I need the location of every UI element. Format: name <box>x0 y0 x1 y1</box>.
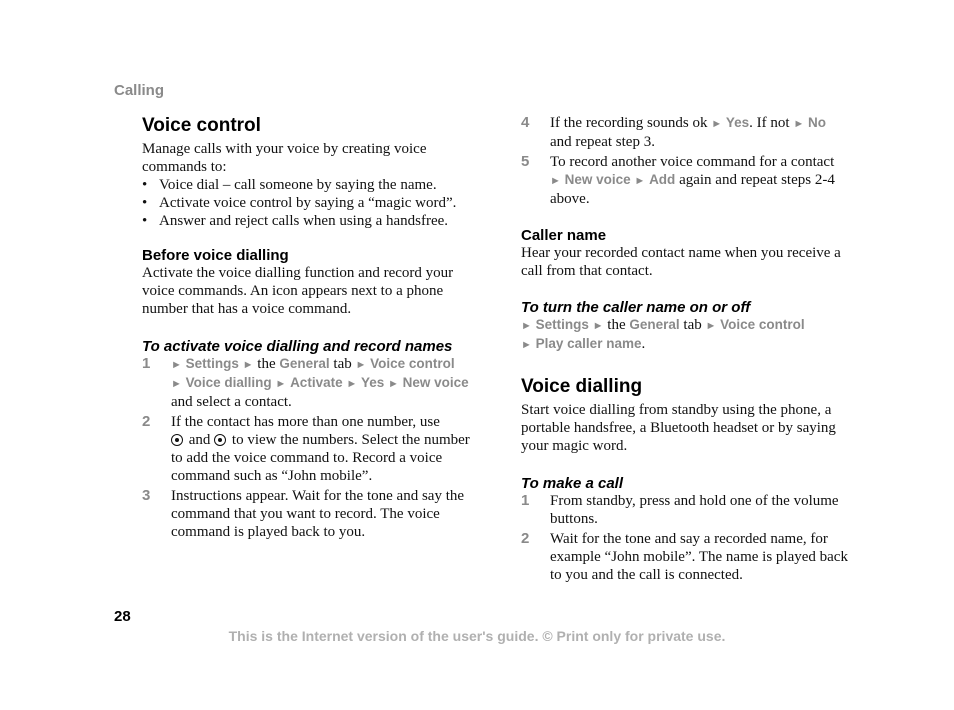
menu-yes: Yes <box>360 375 385 390</box>
voice-control-title: Voice control <box>142 115 261 136</box>
menu-activate: Activate <box>290 375 343 390</box>
step-4 <box>521 114 851 151</box>
before-voice-dialling-text: Activate the voice dialling function and record your voice commands. An icon appears next to a phone number that has a voice command. <box>142 265 454 317</box>
menu-add: Add <box>649 172 676 187</box>
navigation-key-up-icon <box>171 434 183 446</box>
step-number: 3 <box>142 487 151 504</box>
step-text: Instructions appear. Wait for the tone and say the command that you want to record. The voice command is played back to you. <box>171 488 465 540</box>
step-text: the <box>257 356 276 372</box>
step-number: 1 <box>142 355 151 372</box>
activate-voice-dialling-heading: To activate voice dialling and record names <box>142 338 453 355</box>
step-3 <box>142 487 472 541</box>
step-number: 2 <box>142 413 151 430</box>
menu-settings: Settings <box>535 317 589 332</box>
step-number: 1 <box>521 492 530 509</box>
step-1 <box>521 492 851 528</box>
left-column <box>142 114 472 543</box>
step-1 <box>142 355 472 411</box>
step-number: 5 <box>521 153 530 170</box>
arrow-icon: ► <box>355 359 367 371</box>
path-text: the <box>607 317 626 333</box>
step-text: From standby, press and hold one of the volume buttons. <box>550 493 839 527</box>
step-text: . If not <box>749 115 790 131</box>
before-voice-dialling-heading: Before voice dialling <box>142 247 289 264</box>
menu-yes: Yes <box>725 115 750 130</box>
menu-general: General <box>279 356 330 371</box>
menu-voice-control: Voice control <box>370 356 455 371</box>
arrow-icon: ► <box>521 339 532 351</box>
arrow-icon: ► <box>242 359 254 371</box>
arrow-icon: ► <box>346 378 358 390</box>
step-2 <box>521 530 851 584</box>
arrow-icon: ► <box>275 378 287 390</box>
voice-control-intro: Manage calls with your voice by creating voice commands to: <box>142 141 427 175</box>
arrow-icon: ► <box>388 378 399 390</box>
menu-voice-control: Voice control <box>720 317 805 332</box>
caller-name-text: Hear your recorded contact name when you receive a call from that contact. <box>521 245 841 279</box>
step-text: To record another voice command for a contact <box>550 154 835 170</box>
path-text: . <box>641 336 646 352</box>
arrow-icon: ► <box>171 359 182 371</box>
menu-settings: Settings <box>185 356 239 371</box>
arrow-icon: ► <box>592 320 604 332</box>
step-text: If the recording sounds ok <box>550 115 708 131</box>
arrow-icon: ► <box>171 378 182 390</box>
menu-voice-dialling: Voice dialling <box>185 375 272 390</box>
path-text: tab <box>683 317 702 333</box>
arrow-icon: ► <box>634 175 646 187</box>
bullet-item: • Activate voice control by saying a “magic word”. <box>142 194 472 212</box>
make-call-heading: To make a call <box>521 475 623 492</box>
footer-notice: This is the Internet version of the user's guide. © Print only for private use. <box>228 628 726 644</box>
menu-no: No <box>807 115 826 130</box>
arrow-icon: ► <box>711 118 723 130</box>
step-2 <box>142 413 472 485</box>
menu-new-voice: New voice <box>564 172 631 187</box>
step-text: tab <box>333 356 352 372</box>
arrow-icon: ► <box>521 320 532 332</box>
step-text: again and repeat steps 2-4 above. <box>550 172 835 207</box>
step-5 <box>521 153 851 208</box>
navigation-key-down-icon <box>214 434 226 446</box>
step-number: 2 <box>521 530 530 547</box>
turn-caller-name-heading: To turn the caller name on or off <box>521 299 751 316</box>
voice-dialling-title: Voice dialling <box>521 376 643 397</box>
step-text: If the contact has more than one number, use <box>171 414 440 430</box>
menu-new-voice: New voice <box>402 375 469 390</box>
step-text: Wait for the tone and say a recorded name, for example “John mobile”. The name is played back to you and the call is connected. <box>550 531 848 583</box>
step-text: to view the numbers. Select the number to add the voice command to. Record a voice command such as “John mobile”. <box>171 432 470 484</box>
arrow-icon: ► <box>793 118 805 130</box>
activate-steps-continued <box>521 114 851 208</box>
step-text: and <box>188 432 211 448</box>
step-text: and select a contact. <box>171 394 292 410</box>
step-number: 4 <box>521 114 530 131</box>
step-text: and repeat step 3. <box>550 134 655 150</box>
section-label: Calling <box>114 82 165 99</box>
voice-control-bullets <box>142 176 472 230</box>
page-number: 28 <box>114 608 131 625</box>
menu-general: General <box>629 317 680 332</box>
activate-steps <box>142 355 472 541</box>
caller-name-heading: Caller name <box>521 227 607 244</box>
voice-dialling-text: Start voice dialling from standby using the phone, a portable handsfree, a Bluetooth headset or by saying your magic word. <box>521 402 836 454</box>
right-column <box>521 114 851 586</box>
arrow-icon: ► <box>705 320 717 332</box>
bullet-item: • Voice dial – call someone by saying the name. <box>142 176 472 194</box>
arrow-icon: ► <box>550 175 561 187</box>
turn-caller-name-path <box>521 316 851 354</box>
make-call-steps <box>521 492 851 584</box>
menu-play-caller-name: Play caller name <box>535 336 642 351</box>
bullet-item: • Answer and reject calls when using a handsfree. <box>142 212 472 230</box>
